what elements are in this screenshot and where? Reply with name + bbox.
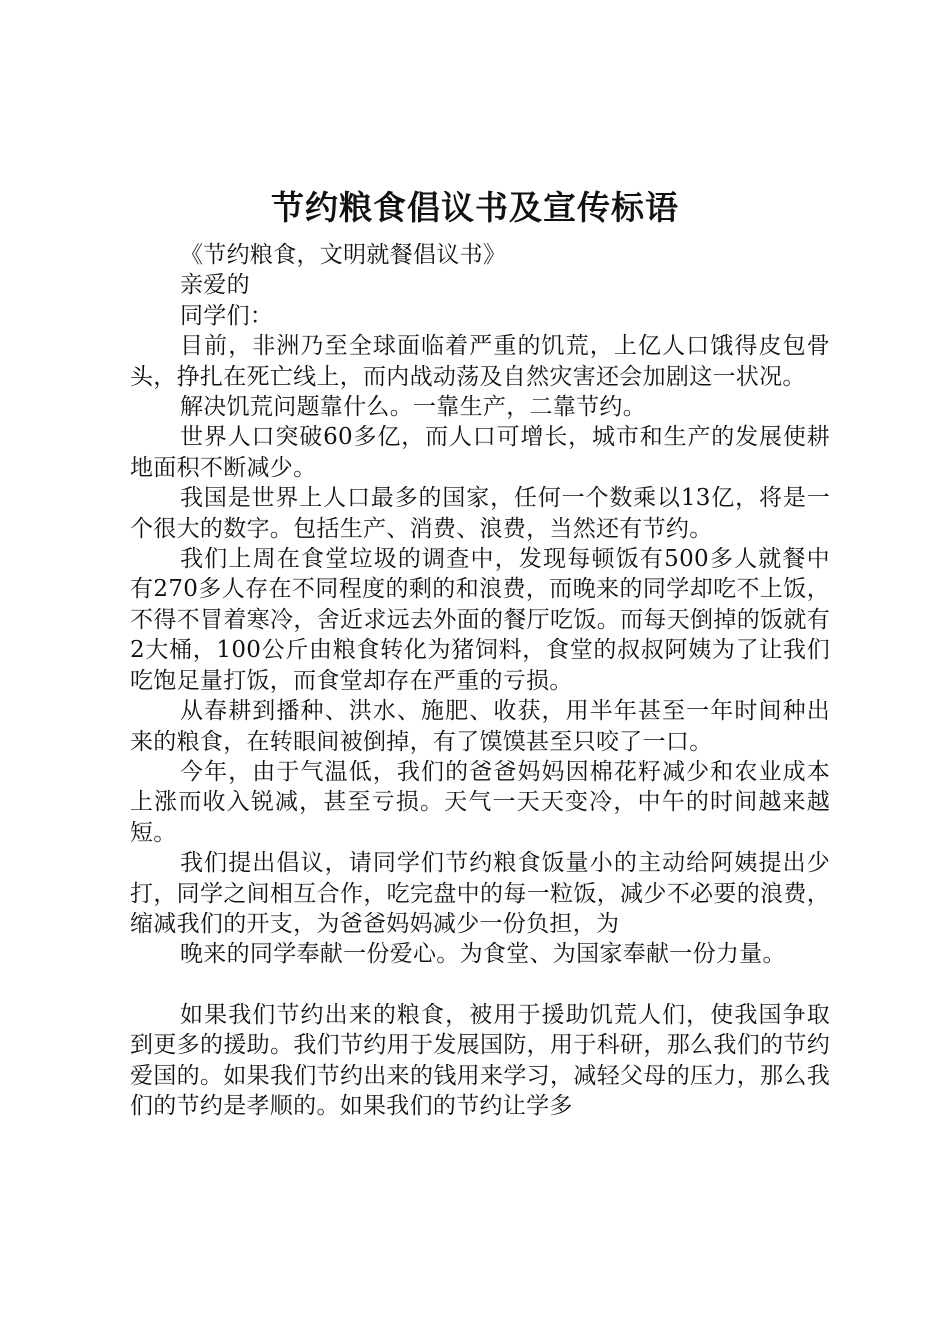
paragraph-solution: 解决饥荒问题靠什么。一靠生产，二靠节约。 (180, 394, 646, 421)
paragraph-population: 世界人口突破60多亿，而人口可增长，城市和生产的发展使耕地面积不断减少。 (130, 424, 830, 481)
paragraph-china: 我国是世界上人口最多的国家，任何一个数乘以13亿，将是一个很大的数字。包括生产、消费、浪费，当然还有节约。 (130, 485, 830, 542)
paragraph-salutation-1: 亲爱的 (180, 272, 250, 299)
document-body (130, 240, 830, 1121)
paragraph-subtitle: 《节约粮食，文明就餐倡议书》 (180, 242, 507, 268)
paragraph-proposal-continued: 晚来的同学奉献一份爱心。为食堂、为国家奉献一份力量。 (180, 941, 786, 968)
paragraph-farming: 从春耕到播种、洪水、施肥、收获，用半年甚至一年时间种出来的粮食，在转眼间被倒掉，有了馍馍甚至只咬了一口。 (130, 698, 830, 755)
paragraph-if-we-save: 如果我们节约出来的粮食，被用于援助饥荒人们，使我国争取到更多的援助。我们节约用于发展国防，用于科研，那么我们的节约爱国的。如果我们节约出来的钱用来学习，减轻父母的压力，那么我们的节约是孝顺的。如果我们的节约让学多 (130, 1001, 830, 1119)
paragraph-salutation-2: 同学们： (180, 302, 274, 329)
document-title: 节约粮食倡议书及宣传标语 (271, 188, 679, 227)
blank-line (130, 970, 830, 1000)
paragraph-survey: 我们上周在食堂垃圾的调查中，发现每顿饭有500多人就餐中有270多人存在不同程度的剩的和浪费，而晚来的同学却吃不上饭，不得不冒着寒冷，舍近求远去外面的餐厅吃饭。而每天倒掉的饭就有2大桶，100公斤由粮食转化为猪饲料，食堂的叔叔阿姨为了让我们吃饱足量打饭，而食堂却存在严重的亏损。 (130, 546, 830, 694)
paragraph-famine: 目前，非洲乃至全球面临着严重的饥荒，上亿人口饿得皮包骨头，挣扎在死亡线上，而内战动荡及自然灾害还会加剧这一状况。 (130, 333, 830, 390)
paragraph-this-year: 今年，由于气温低，我们的爸爸妈妈因棉花籽减少和农业成本上涨而收入锐减，甚至亏损。天气一天天变冷，中午的时间越来越短。 (130, 758, 830, 846)
paragraph-proposal: 我们提出倡议，请同学们节约粮食饭量小的主动给阿姨提出少打，同学之间相互合作，吃完盘中的每一粒饭，减少不必要的浪费，缩减我们的开支，为爸爸妈妈减少一份负担，为 (130, 850, 830, 937)
